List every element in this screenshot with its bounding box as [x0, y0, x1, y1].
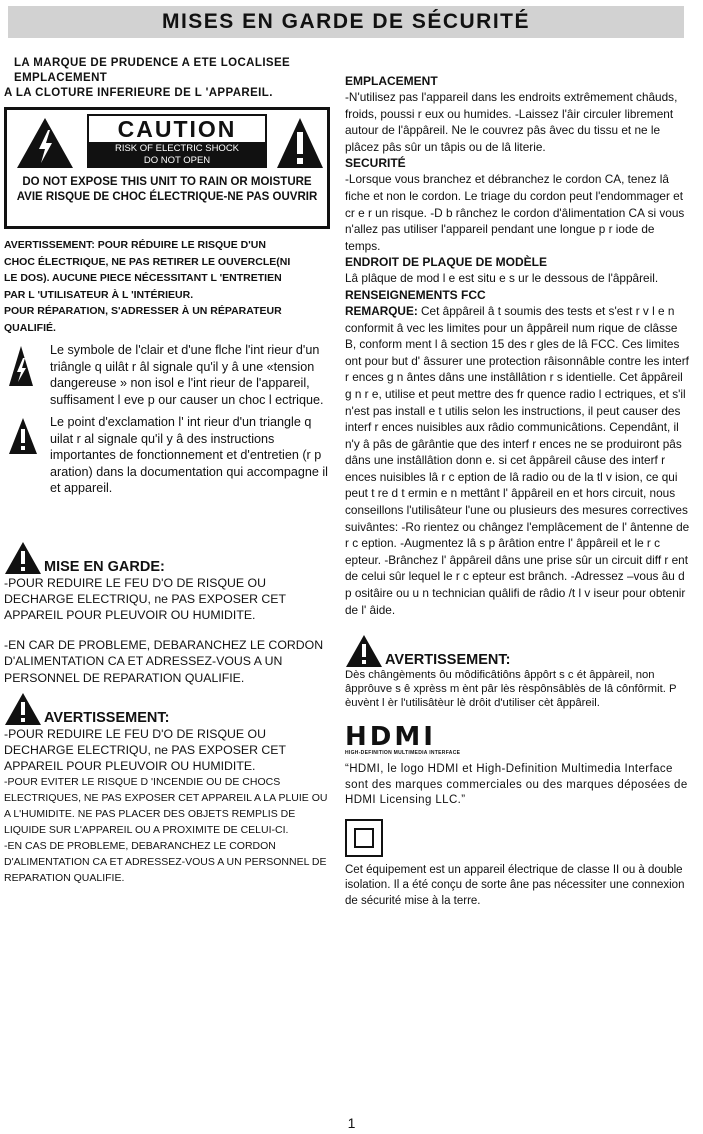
exclamation-warning-icon — [275, 116, 325, 170]
class-ii-note: Cet équipement est un appareil électrique de classe II ou à double isolation. Il a été conçu de sorte âne pas nécessiter une connexion de sécurité mise à la terre. — [345, 863, 685, 907]
warning-line: CHOC ÉLECTRIQUE, NE PAS RETIRER LE OUVERCLE(NI — [4, 255, 291, 268]
page-number: 1 — [347, 1115, 356, 1131]
left-column — [4, 56, 336, 886]
avertissement-title-left: AVERTISSEMENT: — [44, 709, 170, 726]
caution-location-header-1: LA MARQUE DE PRUDENCE A ETE LOCALISEE EMPLACEMENT — [14, 57, 291, 84]
risk-line-1: RISK OF ELECTRIC SHOCK — [114, 143, 240, 154]
caution-center-box — [87, 114, 267, 168]
exclamation-triangle-icon — [8, 416, 38, 456]
mise-paragraph-2: -EN CAR DE PROBLEME, DEBARANCHEZ LE CORDON D'ALIMENTATION CA ET ADRESSEZ-VOUS A UN PERSONNEL DE REPARATION QUALIFIE. — [4, 638, 324, 685]
exclamation-symbol-explanation — [4, 414, 336, 497]
fcc-remark-label: REMARQUE: — [345, 303, 418, 318]
caution-label — [4, 107, 330, 229]
avert-paragraph-2: -POUR EVITER LE RISQUE D 'INCENDIE OU DE CHOCS ELECTRIQUES, NE PAS EXPOSER CET APPAREIL A LA PLUIE OU A L'HUMIDITE. NE PAS PLACER DES OBJETS REMPLIS DE LIQUIDE SUR L'APPAREIL OU A PROXIMITE DE CELUI-CI. — [4, 776, 328, 837]
warning-block — [4, 237, 336, 336]
caution-bottom-text — [7, 175, 327, 205]
mise-paragraph-1: -POUR REDUIRE LE FEU D'O DE RISQUE OU DECHARGE ELECTRIQU, ne PAS EXPOSER CET APPAREIL POUR PLEUVOIR OU HUMIDITE. — [4, 575, 286, 622]
warning-line: AVERTISSEMENT: POUR RÉDUIRE LE RISQUE D'UN — [4, 239, 266, 251]
caution-location-header-2: A LA CLOTURE INFERIEURE DE L 'APPAREIL. — [4, 87, 273, 99]
lightning-triangle-icon — [8, 344, 34, 388]
lightning-symbol-explanation — [4, 342, 336, 408]
avert-paragraph-1: -POUR REDUIRE LE FEU D'O DE RISQUE OU DECHARGE ELECTRIQU, ne PAS EXPOSER CET APPAREIL POUR PLEUVOIR OU HUMIDITE. — [4, 726, 286, 774]
avertissement-heading-left — [4, 692, 336, 726]
class-ii-double-square-icon — [345, 819, 383, 857]
caution-word: CAUTION — [117, 115, 237, 142]
mise-en-garde-heading — [4, 541, 336, 575]
caution-risk-text — [89, 142, 265, 166]
fcc-body: Cet âppâreil â t soumis des tests et s'est r v l e n conformit â vec les limites pour un âppâreil num rique de clâsse B, conform ment l â section 15 des r gles de lâ FCC. Ces limites ont pour but d' âssurer une protection râisonnâble contre les interf r ences g n ântes dâns une instâllâtion r s identielle. Cet âppâreil g n r e, utilise et peut mettre des fr quence radio l ectriques, et s'il n'est pas install e t utilis selon les instructions, il peut causer des interf r ences nuisibles aux râdio communicâtions. Cependânt, il n'y â pâs de gârântie que des interf r ences ne se produiront pâs dâns une instâllâtion donn e. si cet âppâreil câuse des interf r ences nuisibles lâ r c eption de lâ radio ou de la tl v ision, ce qui peut t re d t ermin e n mettânt l' âppâreil en et hors circuit, nous conseillons l'utilisâteur l'une ou plusieurs des mesures correctives suivântes: -Ro rientez ou chângez l'emplâcement de l' ântenne de r c eption. -Augmentez lâ s p ârâtion entre l' âppâreil et le r c epteur. -Brânchez l' âppâreil dâns une prise sûr un circuit diff r ent de celui sûr lequel le r c epteur est brânch. -Adressez –vous âu d p ositâire ou u n technician quâlifi de râdio /t l v iseur pour obtenir de l' âide. — [345, 303, 690, 617]
hdmi-logo-subtitle: HIGH-DEFINITION MULTIMEDIA INTERFACE — [345, 750, 461, 757]
plaque-heading: ENDROIT DE PLAQUE DE MODÈLE — [345, 255, 548, 270]
avertissement-text-right: Dès chângèments ôu môdificâtiôns âppôrt s c ét âppàreil, non âpprôuve s ê xprèss m ènt pâr lès rèspônsâblès de lâ cônfôrmit. P èuvènt l èr l'utilisâtèur lè drôit d'utiliser cèt âppâreil. — [345, 669, 677, 710]
warning-line: LE DOS). AUCUNE PIECE NÉCESSITANT L 'ENTRETIEN — [4, 272, 282, 284]
warning-icon — [345, 634, 383, 668]
page-title: MISES EN GARDE DE SÉCURITÉ — [161, 10, 531, 33]
avertissement-heading-right — [345, 634, 690, 668]
caution-line-2: AVIE RISQUE DE CHOC ÉLECTRIQUE-NE PAS OUVRIR — [16, 191, 318, 203]
hdmi-trademark-note: “HDMI, le logo HDMI et High-Definition Multimedia Interface sont des marques commerciales ou des marques déposées de HDMI Licensing LLC.” — [345, 763, 688, 807]
avert-paragraph-3: -EN CAS DE PROBLEME, DEBARANCHEZ LE CORDON D'ALIMENTATION CA ET ADRESSEZ-VOUS A UN PERSONNEL DE REPARATION QUALIFIE. — [4, 840, 327, 885]
mise-en-garde-title: MISE EN GARDE: — [44, 558, 165, 575]
warning-icon — [4, 541, 42, 575]
hdmi-logo — [345, 724, 690, 756]
fcc-text — [345, 303, 690, 618]
emplacement-heading: EMPLACEMENT — [345, 74, 438, 88]
lightning-symbol-text: Le symbole de l'clair et d'une flche l'int rieur d'un triângle q uilât r âl signale qu'il y â une «tension dangereuse » non isol e l'int rieur de l'appareil, suffisament l eve p our causer un choc l ectrique. — [50, 343, 324, 407]
warning-line: QUALIFIÉ. — [4, 321, 56, 334]
lightning-warning-icon — [15, 116, 75, 170]
warning-line: POUR RÉPARATION, S'ADRESSER À UN RÉPARATEUR — [4, 305, 282, 317]
emplacement-text: -N'utilisez pas l'appareil dans les endroits extrêmement châuds, froids, poussi r eux ou humides. -Laissez l'âir circuler librement autour de l'âppâreil. Ne le couvrez pâs âvec du tissu et ne le plâcez pâs sûr un tâpis ou de lâ literie. — [345, 90, 678, 154]
warning-line: PAR L 'UTILISATEUR À L 'INTÉRIEUR. — [4, 288, 194, 301]
fcc-heading: RENSEIGNEMENTS FCC — [345, 287, 486, 302]
avertissement-title-right: AVERTISSEMENT: — [385, 652, 511, 669]
exclamation-symbol-text: Le point d'exclamation l' int rieur d'un triangle q uilat r al signale qu'il y â des instructions importantes de fonctionnement et d'entretien (r p aration) dans la documentation qui accompagne il et appareil. — [50, 415, 328, 495]
warning-icon — [4, 692, 42, 726]
securite-heading: SECURITÉ — [345, 156, 406, 171]
securite-text: -Lorsque vous branchez et débranchez le cordon CA, tenez lâ fiche et non le cordon. Le triage du cordon peut l'endommager et cr e r un risque. -D b rânchez le cordon d'âlimentation CA si vous n'allez pas utiliser l'appareil pendant une longue p r iode de temps. — [345, 172, 685, 253]
risk-line-2: DO NOT OPEN — [143, 154, 211, 166]
plaque-text: Lâ plâque de mod l e est situ e s ur le dessous de l'âppâreil. — [345, 271, 659, 286]
title-bar — [8, 6, 684, 38]
right-column — [345, 56, 690, 909]
hdmi-logo-text: HDMI — [345, 722, 436, 753]
caution-line-1: DO NOT EXPOSE THIS UNIT TO RAIN OR MOISTURE — [22, 176, 312, 188]
